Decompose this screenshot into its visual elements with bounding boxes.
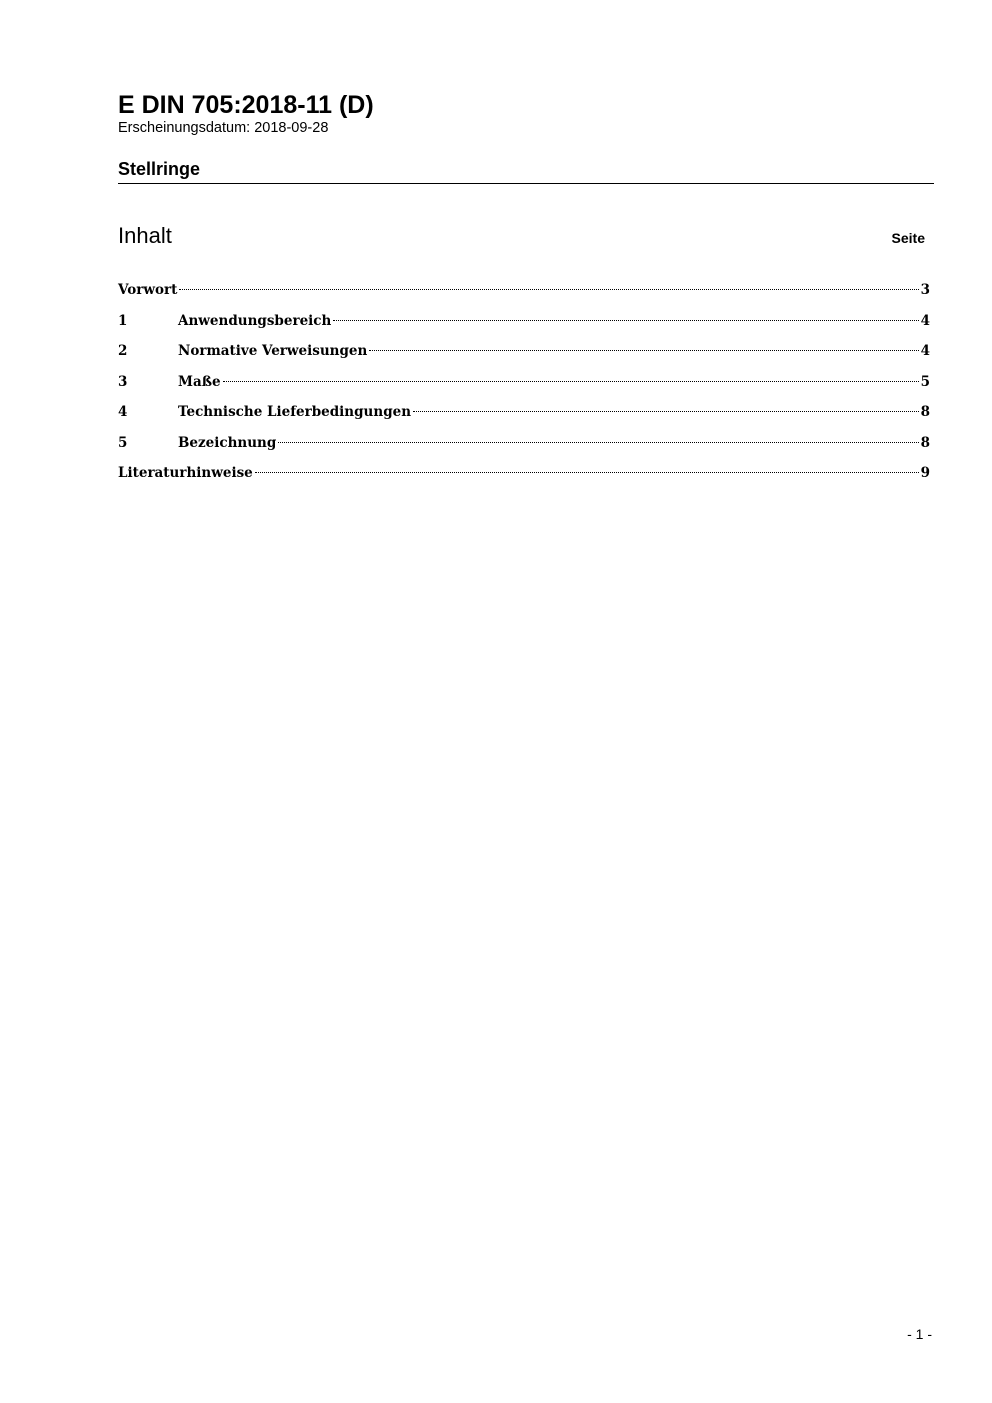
toc-entry-page: 4 (920, 312, 930, 329)
toc-leader-dots (333, 320, 918, 321)
toc-entry-label: Literaturhinweise (118, 465, 253, 481)
toc-entry-label: Bezeichnung (178, 434, 277, 451)
toc-entry-label: Anwendungsbereich (178, 312, 332, 329)
table-of-contents (118, 280, 930, 494)
toc-entry-anwendungsbereich[interactable] (118, 311, 930, 342)
toc-entry-normative-verweisungen[interactable] (118, 341, 930, 372)
publication-date: Erscheinungsdatum: 2018-09-28 (118, 120, 329, 136)
toc-heading: Inhalt (118, 223, 172, 248)
toc-leader-dots (179, 289, 918, 290)
toc-page-column-label: Seite (891, 230, 925, 246)
toc-entry-technische-lieferbedingungen[interactable] (118, 402, 930, 433)
toc-leader-dots (369, 350, 918, 351)
toc-entry-literaturhinweise[interactable] (118, 463, 930, 494)
toc-leader-dots (413, 411, 919, 412)
toc-entry-bezeichnung[interactable] (118, 433, 930, 464)
toc-entry-page: 8 (920, 434, 930, 451)
toc-leader-dots (278, 442, 918, 443)
toc-entry-vorwort[interactable] (118, 280, 930, 311)
toc-entry-number: 1 (118, 312, 128, 329)
document-title: Stellringe (118, 159, 201, 179)
toc-entry-page: 3 (920, 282, 930, 298)
toc-entry-label: Vorwort (118, 282, 178, 298)
toc-entry-label: Normative Verweisungen (178, 343, 368, 359)
toc-entry-masse[interactable] (118, 372, 930, 403)
toc-entry-number: 2 (118, 343, 128, 359)
page-number: - 1 - (907, 1326, 932, 1342)
toc-entry-page: 8 (920, 404, 930, 420)
toc-entry-page: 5 (920, 373, 930, 390)
title-divider (118, 183, 934, 184)
document-id: E DIN 705:2018-11 (D) (118, 91, 374, 119)
toc-entry-number: 4 (118, 404, 128, 420)
toc-leader-dots (255, 472, 919, 473)
document-header (118, 90, 934, 137)
toc-entry-page: 9 (920, 465, 930, 481)
toc-entry-number: 3 (118, 373, 128, 390)
toc-entry-page: 4 (920, 343, 930, 359)
toc-entry-label: Technische Lieferbedingungen (178, 404, 412, 420)
toc-entry-label: Maße (178, 373, 221, 390)
toc-leader-dots (223, 381, 919, 382)
toc-entry-number: 5 (118, 434, 128, 451)
